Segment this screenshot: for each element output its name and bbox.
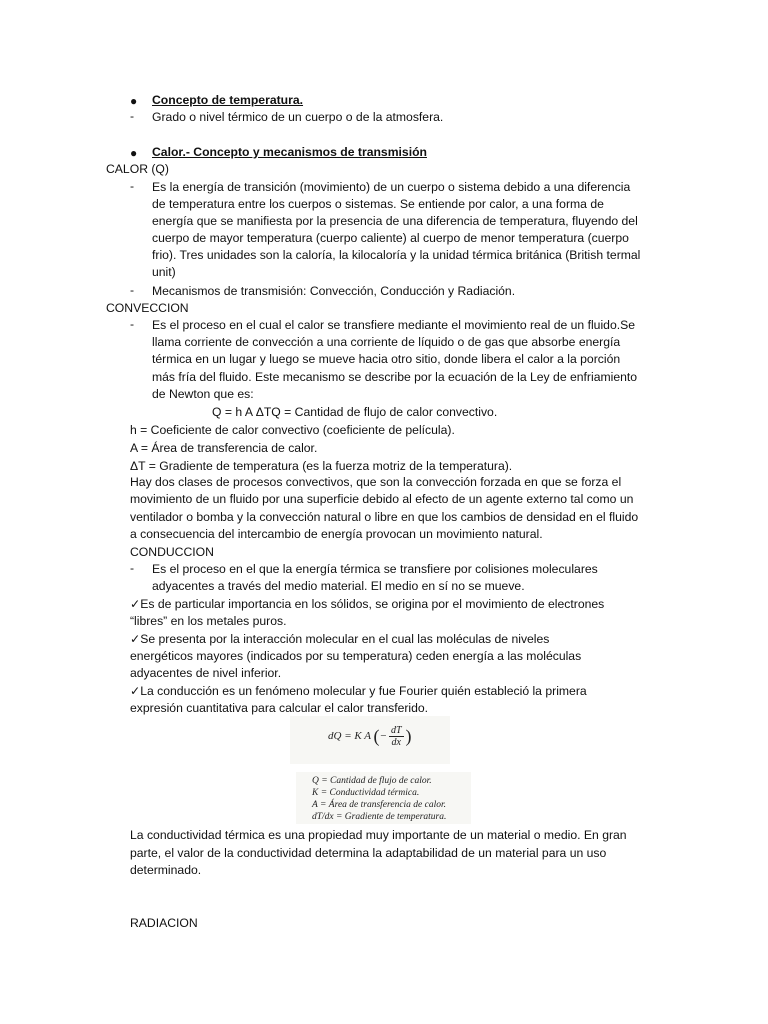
legend-line: dT/dx = Gradiente de temperatura. [312,812,447,822]
dash-marker: - [130,283,135,297]
convection-para2-line: ventilador o bomba y la convección natural o libre en que los cambios de densidad en el fluido [130,510,639,524]
convection-para2-line: a consecuencia del intercambio de energía provocan un movimiento natural. [130,527,543,541]
conduction-check-line: ✓Es de particular importancia en los sólidos, se origina por el movimiento de electrones [130,597,605,611]
convection-def: h = Coeficiente de calor convectivo (coeficiente de película). [130,423,455,437]
legend-line: Q = Cantidad de flujo de calor. [312,776,432,786]
formula-minus: − [379,730,387,743]
radiation-heading: RADIACION [130,916,198,930]
convection-para2-line: movimiento de un fluido por una superficie debido al efecto de un agente externo tal como un [130,492,634,506]
convection-para-line: llama corriente de convección a una corriente de líquido o de gas que absorbe energía [152,335,621,349]
heat-para-line: unit) [152,265,176,279]
temperature-definition: Grado o nivel térmico de un cuerpo o de la atmosfera. [152,110,444,124]
dash-marker: - [130,561,135,575]
conduction-check-line: “libres” en los metales puros. [130,614,287,628]
heat-heading: CALOR (Q) [106,162,169,176]
heat-para-line: cuerpo de mayor temperatura (cuerpo caliente) al cuerpo de menor temperatura (cuerpo [152,231,629,245]
conduction-check-line: energéticos mayores (indicados por su temperatura) ceden energía a las moléculas [130,649,582,663]
convection-para-line: térmica en un lugar y luego se mueve hacia otro sitio, donde libera el calor a la porción [152,352,621,366]
heat-para-line: frio). Tres unidades son la caloría, la kilocaloría y la unidad térmica británica (British termal [152,248,641,262]
convection-para2-line: Hay dos clases de procesos convectivos, que son la convección forzada en que se forza el [130,475,622,489]
conductivity-para-line: parte, el valor de la conductividad determina la adaptabilidad de un material para un uso [130,846,607,860]
heat-mechanisms: Mecanismos de transmisión: Convección, Conducción y Radiación. [152,284,516,298]
convection-para-line: Es el proceso en el cual el calor se transfiere mediante el movimiento real de un fluido.Se [152,318,636,332]
conduction-heading: CONDUCCION [130,545,214,559]
temperature-title: Concepto de temperatura. [152,93,304,107]
fourier-formula: dQ = K A (− $\frac{dT}{dx}$ ) [328,725,412,748]
convection-def: ΔT = Gradiente de temperatura (es la fuerza motriz de la temperatura). [130,459,513,473]
formula-lhs: dQ = K A [328,730,371,743]
formula-denominator: dx [391,737,401,748]
bullet-icon: ● [130,146,138,160]
conductivity-para-line: determinado. [130,863,202,877]
conduction-item-line: adyacentes a través del medio material. El medio en sí no se mueve. [152,579,525,593]
legend-line: K = Conductividad térmica. [312,788,420,798]
conduction-check-line: ✓Se presenta por la interacción molecular en el cual las moléculas de niveles [130,632,550,646]
convection-heading: CONVECCION [106,301,189,315]
newton-formula: Q = h A ΔTQ = Cantidad de flujo de calor convectivo. [212,405,498,419]
heat-title: Calor.- Concepto y mecanismos de transmisión [152,145,427,159]
conduction-check-line: adyacentes de nivel inferior. [130,666,282,680]
legend-line: A = Área de transferencia de calor. [312,800,447,810]
bullet-icon: ● [130,94,138,108]
formula-numerator: dT [390,725,402,736]
conduction-check-line: expresión cuantitativa para calcular el calor transferido. [130,701,429,715]
conduction-item-line: Es el proceso en el que la energía térmica se transfiere por colisiones moleculares [152,562,598,576]
convection-def: A = Área de transferencia de calor. [130,441,318,455]
heat-para-line: energía que se manifiesta por la presencia de una diferencia de temperatura, fluyendo del [152,214,638,228]
conduction-check-line: ✓La conducción es un fenómeno molecular y fue Fourier quién estableció la primera [130,684,587,698]
conductivity-para-line: La conductividad térmica es una propiedad muy importante de un material o medio. En gran [130,828,627,842]
convection-para-line: más fría del fluido. Este mecanismo se describe por la ecuación de la Ley de enfriamiento [152,370,638,384]
heat-para-line: Es la energía de transición (movimiento) de un cuerpo o sistema debido a una diferencia [152,180,631,194]
dash-marker: - [130,179,135,193]
convection-para-line: de Newton que es: [152,387,254,401]
heat-para-line: de temperatura entre los cuerpos o sistemas. Se entiende por calor, a una forma de [152,197,604,211]
dash-marker: - [130,109,135,123]
dash-marker: - [130,317,135,331]
